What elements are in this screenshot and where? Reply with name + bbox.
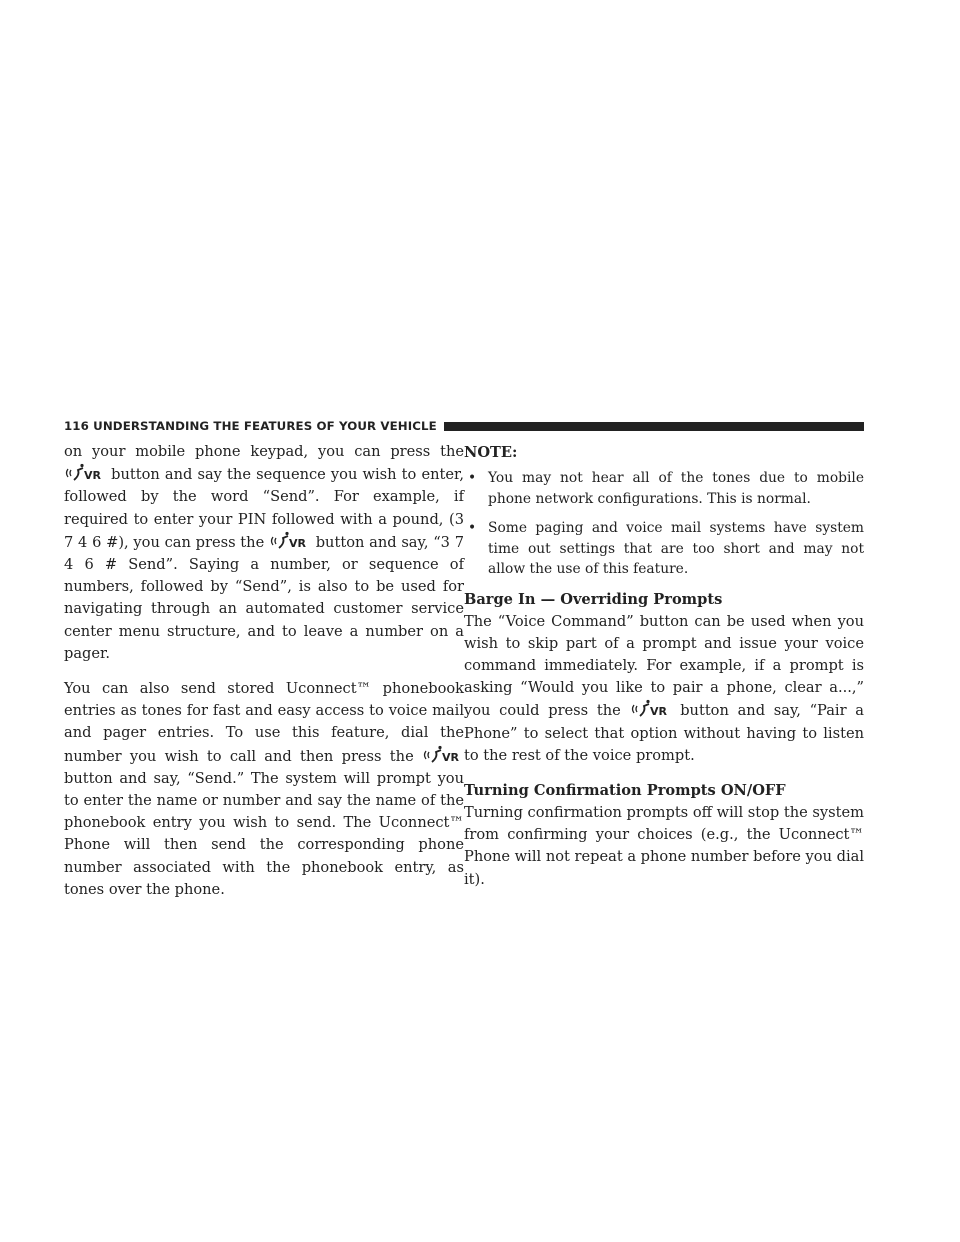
page-number: 116 bbox=[64, 419, 89, 433]
heading-barge-in: Barge In — Overriding Prompts bbox=[464, 590, 723, 608]
paragraph-barge-in: The “Voice Command” button can be used when you wish to skip part of a prompt and issue your voice command immediately. For example, if a prompt is asking “Would you like to pair a phone, clear a...,” you could press the VR button and say, “Pair a Phone” to select that option without having to listen to the rest of the voice prompt. bbox=[464, 612, 864, 764]
voice-command-icon bbox=[64, 463, 106, 483]
voice-command-icon bbox=[422, 745, 464, 765]
bullet: • bbox=[468, 520, 477, 536]
voice-command-icon bbox=[630, 699, 672, 719]
paragraph-phonebook-tones: You can also send stored Uconnect™ phonebook entries as tones for fast and easy access to voice mail and pager entries. To use this feature, dial the number you wish to call and then press the VR button and say, “Send.” The system will prompt you to enter the name or number and say the name of the phonebook entry you wish to send. The Uconnect™ Phone will then send the corresponding phone number associated with the phonebook entry, as tones over the phone. bbox=[64, 680, 464, 898]
svg-text:VR: VR bbox=[442, 750, 459, 764]
header-text bbox=[64, 419, 437, 433]
svg-text:VR: VR bbox=[649, 705, 667, 719]
section-title: UNDERSTANDING THE FEATURES OF YOUR VEHICLE bbox=[93, 419, 437, 433]
svg-text:VR: VR bbox=[84, 469, 101, 483]
right-column bbox=[464, 441, 864, 904]
note-list bbox=[464, 468, 864, 580]
svg-text:VR: VR bbox=[288, 536, 306, 550]
heading-confirmation-prompts: Turning Confirmation Prompts ON/OFF bbox=[464, 781, 786, 799]
left-column bbox=[64, 441, 464, 914]
page-header bbox=[64, 418, 864, 434]
paragraph-confirmation-prompts: Turning confirmation prompts off will stop the system from confirming your choices (e.g., the Uconnect™ Phone will not repeat a phone number before you dial it). bbox=[464, 803, 864, 888]
voice-command-icon bbox=[269, 531, 311, 551]
paragraph-dtmf: on your mobile phone keypad, you can press the VR button and say the sequence you wish to enter, followed by the word “Send”. For example, if required to enter your PIN followed with a pound, (3 7 4 6 #), you can press the VR button and say, “3 7 4 6 # Send”. Saying a number, or sequence of numbers, followed by “Send”, is also to be used for navigating through an automated customer service center menu structure, and to leave a number on a pager. bbox=[64, 443, 464, 662]
list-item: • Some paging and voice mail systems have system time out settings that are too short and may not allow the use of this feature. bbox=[468, 520, 864, 577]
header-rule bbox=[444, 422, 864, 431]
bullet: • bbox=[468, 470, 477, 486]
list-item: • You may not hear all of the tones due to mobile phone network configurations. This is normal. bbox=[468, 470, 864, 507]
note-label: NOTE: bbox=[464, 444, 518, 461]
